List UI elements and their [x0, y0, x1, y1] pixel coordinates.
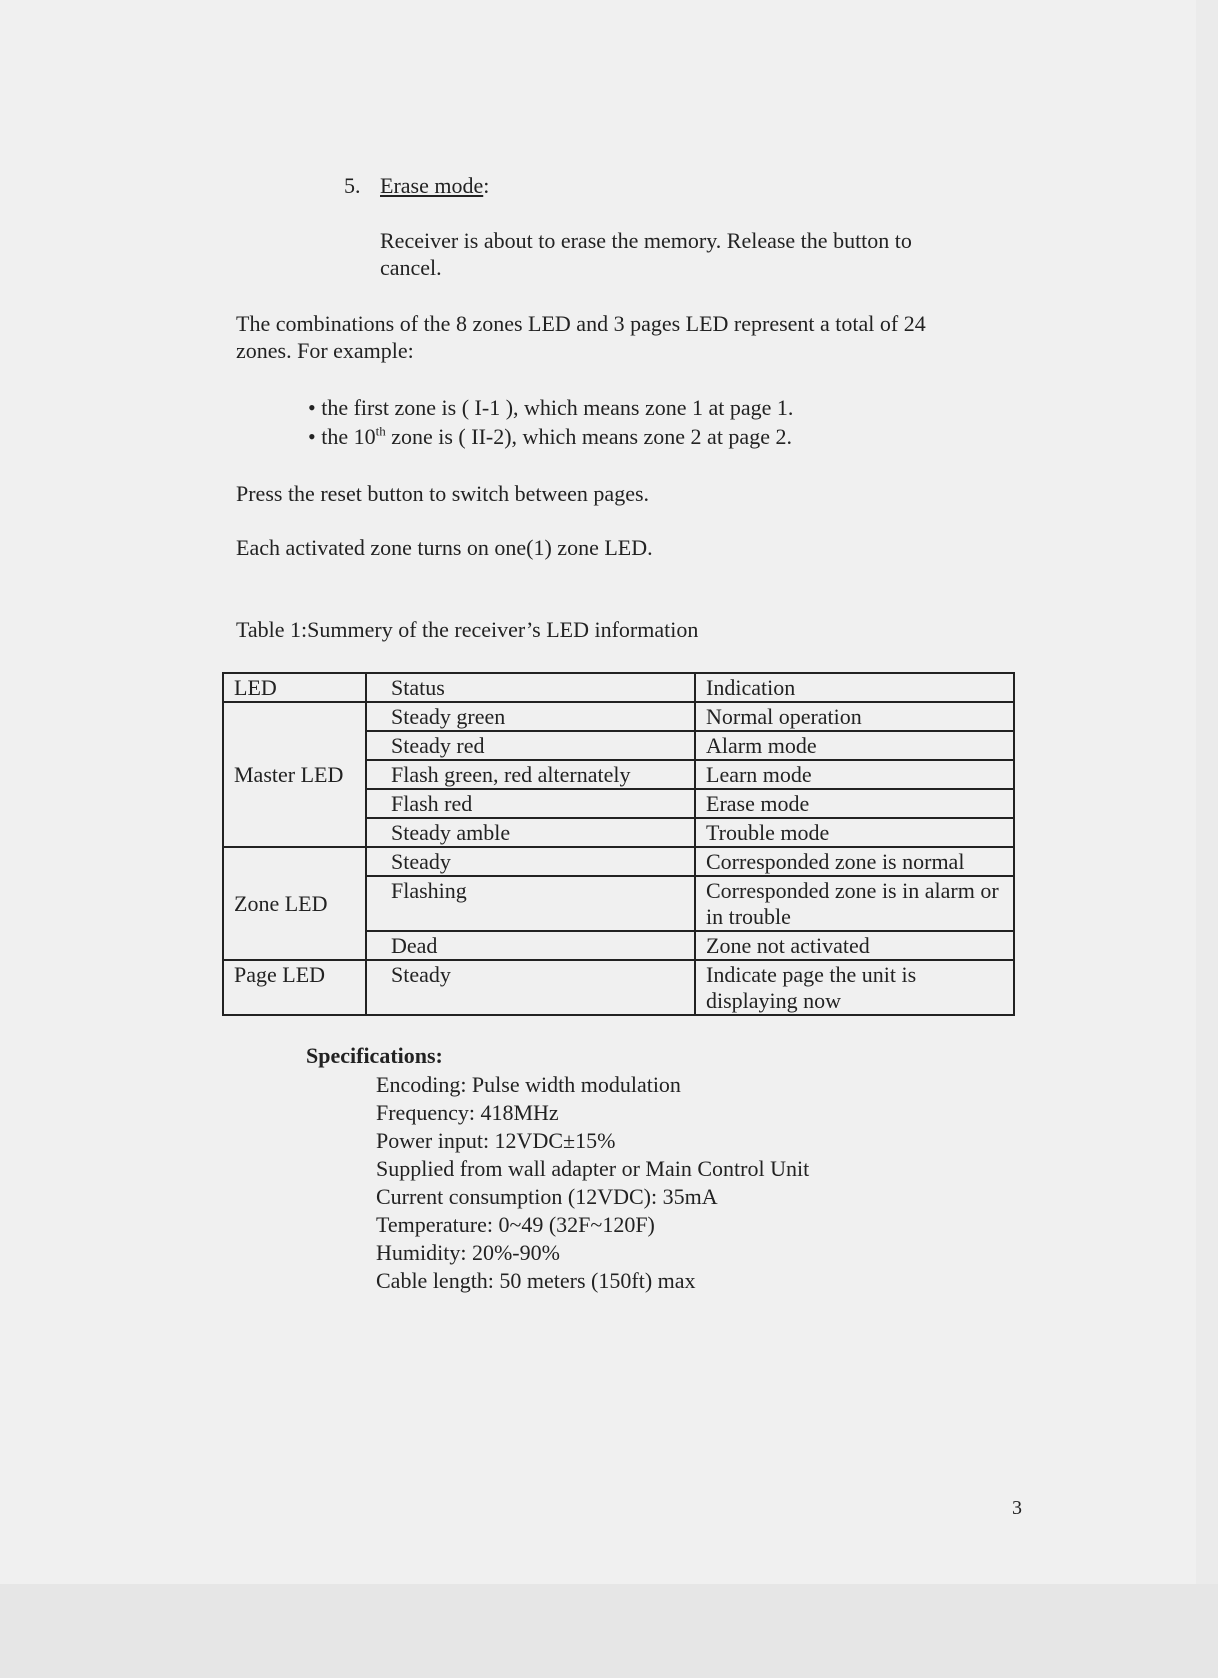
section-heading-wrap [380, 172, 489, 200]
status-cell: Flashing [366, 876, 695, 931]
header-indication: Indication [695, 673, 1014, 702]
status-cell: Flash green, red alternately [366, 760, 695, 789]
status-cell: Steady amble [366, 818, 695, 847]
spec-line: Current consumption (12VDC): 35mA [376, 1184, 718, 1209]
each-activated-text: Each activated zone turns on one(1) zone LED. [236, 535, 653, 560]
indication-cell: Corresponded zone is normal [695, 847, 1014, 876]
status-cell: Steady red [366, 731, 695, 760]
scan-border [0, 1584, 1218, 1678]
zone-led-cell: Zone LED [223, 847, 366, 960]
section-heading: Erase mode [380, 173, 484, 198]
status-cell: Flash red [366, 789, 695, 818]
combination-line2: zones. For example: [236, 338, 414, 363]
specifications-title: Specifications: [306, 1043, 443, 1068]
table-row [223, 702, 1014, 731]
indication-cell: Indicate page the unit is displaying now [695, 960, 1014, 1015]
master-led-cell: Master LED [223, 702, 366, 847]
spec-line: Frequency: 418MHz [376, 1100, 559, 1125]
table-row [223, 960, 1014, 1015]
table-row [223, 847, 1014, 876]
bullet-tenth-pre: • the 10 [308, 424, 376, 449]
section-heading-colon: : [483, 173, 490, 198]
bullet-tenth-sup: th [375, 423, 386, 439]
indication-cell: Alarm mode [695, 731, 1014, 760]
bullet-tenth-zone [308, 423, 792, 451]
section-body-line2: cancel. [380, 255, 442, 280]
combination-line1: The combinations of the 8 zones LED and 3 pages LED represent a total of 24 [236, 311, 926, 336]
status-cell: Steady [366, 960, 695, 1015]
bullet-first-zone: • the first zone is ( I-1 ), which means zone 1 at page 1. [308, 395, 794, 420]
spec-line: Encoding: Pulse width modulation [376, 1072, 681, 1097]
status-cell: Steady [366, 847, 695, 876]
indication-cell: Learn mode [695, 760, 1014, 789]
table-header-row [223, 673, 1014, 702]
spec-line: Humidity: 20%-90% [376, 1240, 560, 1265]
spec-line: Power input: 12VDC±15% [376, 1128, 616, 1153]
header-status: Status [366, 673, 695, 702]
indication-cell: Corresponded zone is in alarm or in trouble [695, 876, 1014, 931]
indication-cell: Normal operation [695, 702, 1014, 731]
indication-cell: Trouble mode [695, 818, 1014, 847]
spec-line: Supplied from wall adapter or Main Control Unit [376, 1156, 810, 1181]
section-body-line1: Receiver is about to erase the memory. Release the button to [380, 228, 912, 253]
bullet-tenth-post: zone is ( II-2), which means zone 2 at page 2. [385, 424, 792, 449]
page-number: 3 [1012, 1497, 1022, 1519]
header-led: LED [223, 673, 366, 702]
status-cell: Steady green [366, 702, 695, 731]
status-cell: Dead [366, 931, 695, 960]
indication-cell: Erase mode [695, 789, 1014, 818]
press-reset-text: Press the reset button to switch between pages. [236, 481, 650, 506]
led-info-table [222, 672, 1015, 1016]
spec-line: Cable length: 50 meters (150ft) max [376, 1268, 696, 1293]
indication-cell: Zone not activated [695, 931, 1014, 960]
page-led-cell: Page LED [223, 960, 366, 1015]
section-number: 5. [344, 173, 361, 198]
spec-line: Temperature: 0~49 (32F~120F) [376, 1212, 655, 1237]
table-caption: Table 1:Summery of the receiver’s LED information [236, 617, 699, 642]
